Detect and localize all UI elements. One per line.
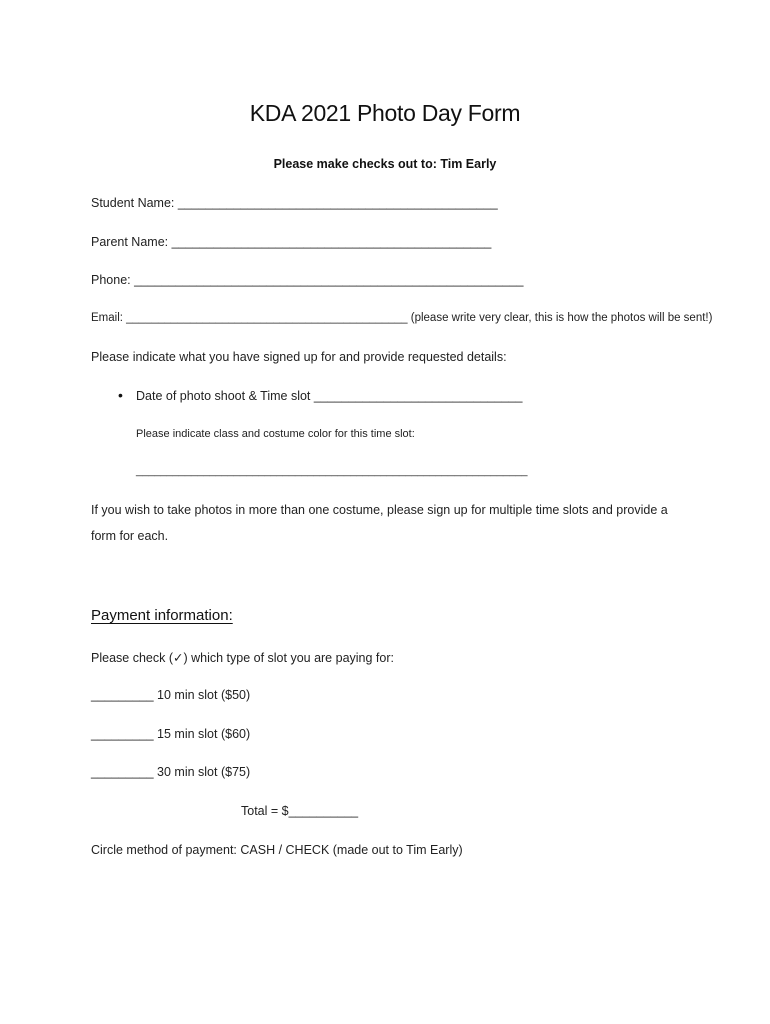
slot-check-prompt: Please check (✓) which type of slot you are paying for: [91, 651, 394, 665]
email-field[interactable]: Email: ____________________________________________ (please write very clear, this is how the photos will be sent!) [91, 312, 713, 324]
signup-instructions: Please indicate what you have signed up for and provide requested details: [91, 350, 507, 364]
class-costume-field[interactable]: ________________________________________________________________ [136, 465, 528, 477]
slot-15-min-option[interactable]: _________ 15 min slot ($60) [91, 727, 251, 741]
multi-costume-note-line2: form for each. [91, 529, 169, 543]
slot-10-min-option[interactable]: _________ 10 min slot ($50) [91, 688, 251, 702]
class-costume-prompt: Please indicate class and costume color for this time slot: [136, 428, 415, 440]
payment-heading: Payment information: [91, 607, 233, 624]
page-title: KDA 2021 Photo Day Form [249, 100, 521, 126]
bullet-icon: • [118, 387, 123, 403]
slot-30-min-option[interactable]: _________ 30 min slot ($75) [91, 765, 251, 779]
checks-payable-note: Please make checks out to: Tim Early [273, 157, 497, 171]
phone-field[interactable]: Phone: ________________________________________________________ [91, 273, 524, 287]
photo-date-slot-field[interactable]: Date of photo shoot & Time slot ______________________________ [136, 389, 523, 403]
multi-costume-note-line1: If you wish to take photos in more than one costume, please sign up for multiple time slots and provide a [91, 503, 668, 517]
student-name-field[interactable]: Student Name: ______________________________________________ [91, 196, 498, 210]
parent-name-field[interactable]: Parent Name: ______________________________________________ [91, 235, 492, 249]
payment-method-line[interactable]: Circle method of payment: CASH / CHECK (made out to Tim Early) [91, 843, 463, 857]
total-field[interactable]: Total = $__________ [241, 804, 359, 818]
